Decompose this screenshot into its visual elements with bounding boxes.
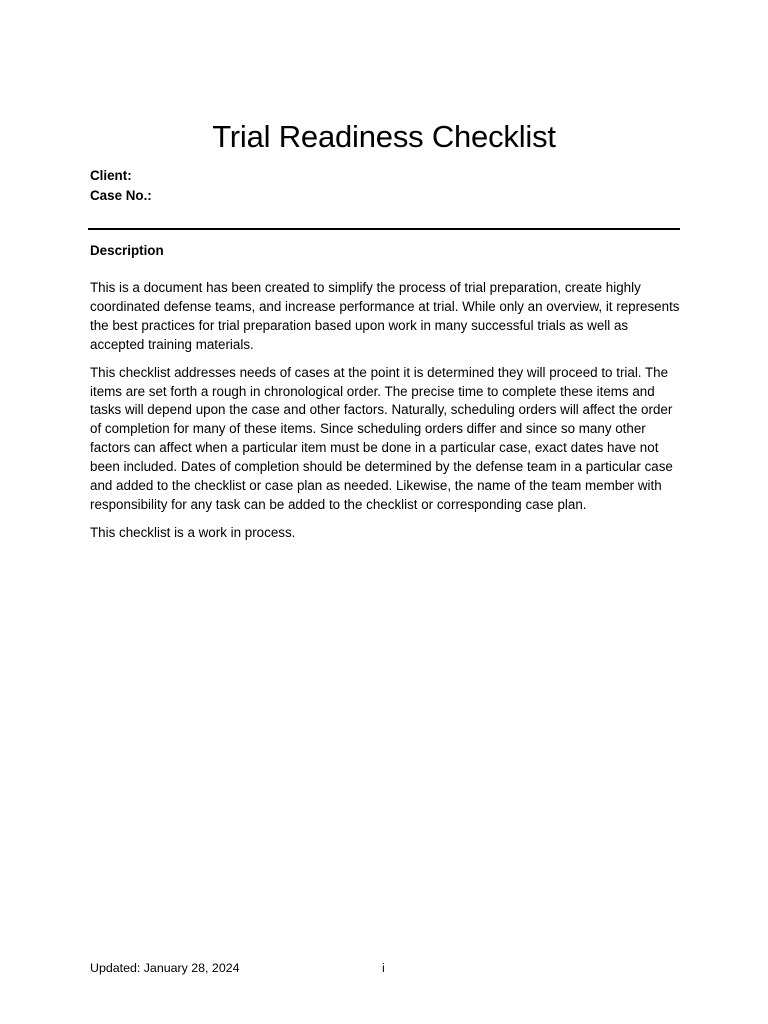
footer-updated-date: Updated: January 28, 2024 (90, 961, 240, 975)
document-title: Trial Readiness Checklist (212, 118, 556, 154)
paragraph-3: This checklist is a work in process. (90, 524, 296, 540)
horizontal-divider (88, 228, 680, 230)
paragraph-2: This checklist addresses needs of cases at the point it is determined they will proceed to trial. The items are set forth a rough in chronological order. The precise time to complete these items and tasks will depend upon the case and other factors. Naturally, scheduling orders will affect the order of completion for many of these items. Since scheduling orders differ and since so many other factors can affect when a particular item must be done in a particular case, exact dates have not been included. Dates of completion should be determined by the defense team in a particular case and added to the checklist or case plan as needed. Likewise, the name of the team member with responsibility for any task can be added to the checklist or corresponding case plan. (90, 364, 673, 512)
description-heading: Description (90, 243, 164, 258)
footer-page-number: i (382, 961, 385, 975)
paragraph-1: This is a document has been created to simplify the process of trial preparation, create highly coordinated defense teams, and increase performance at trial. While only an overview, it represents the best practices for trial preparation based upon work in many successful trials as well as accepted training materials. (90, 280, 680, 352)
client-label: Client: (90, 168, 132, 183)
case-number-label: Case No.: (90, 188, 152, 203)
description-body (90, 279, 682, 552)
